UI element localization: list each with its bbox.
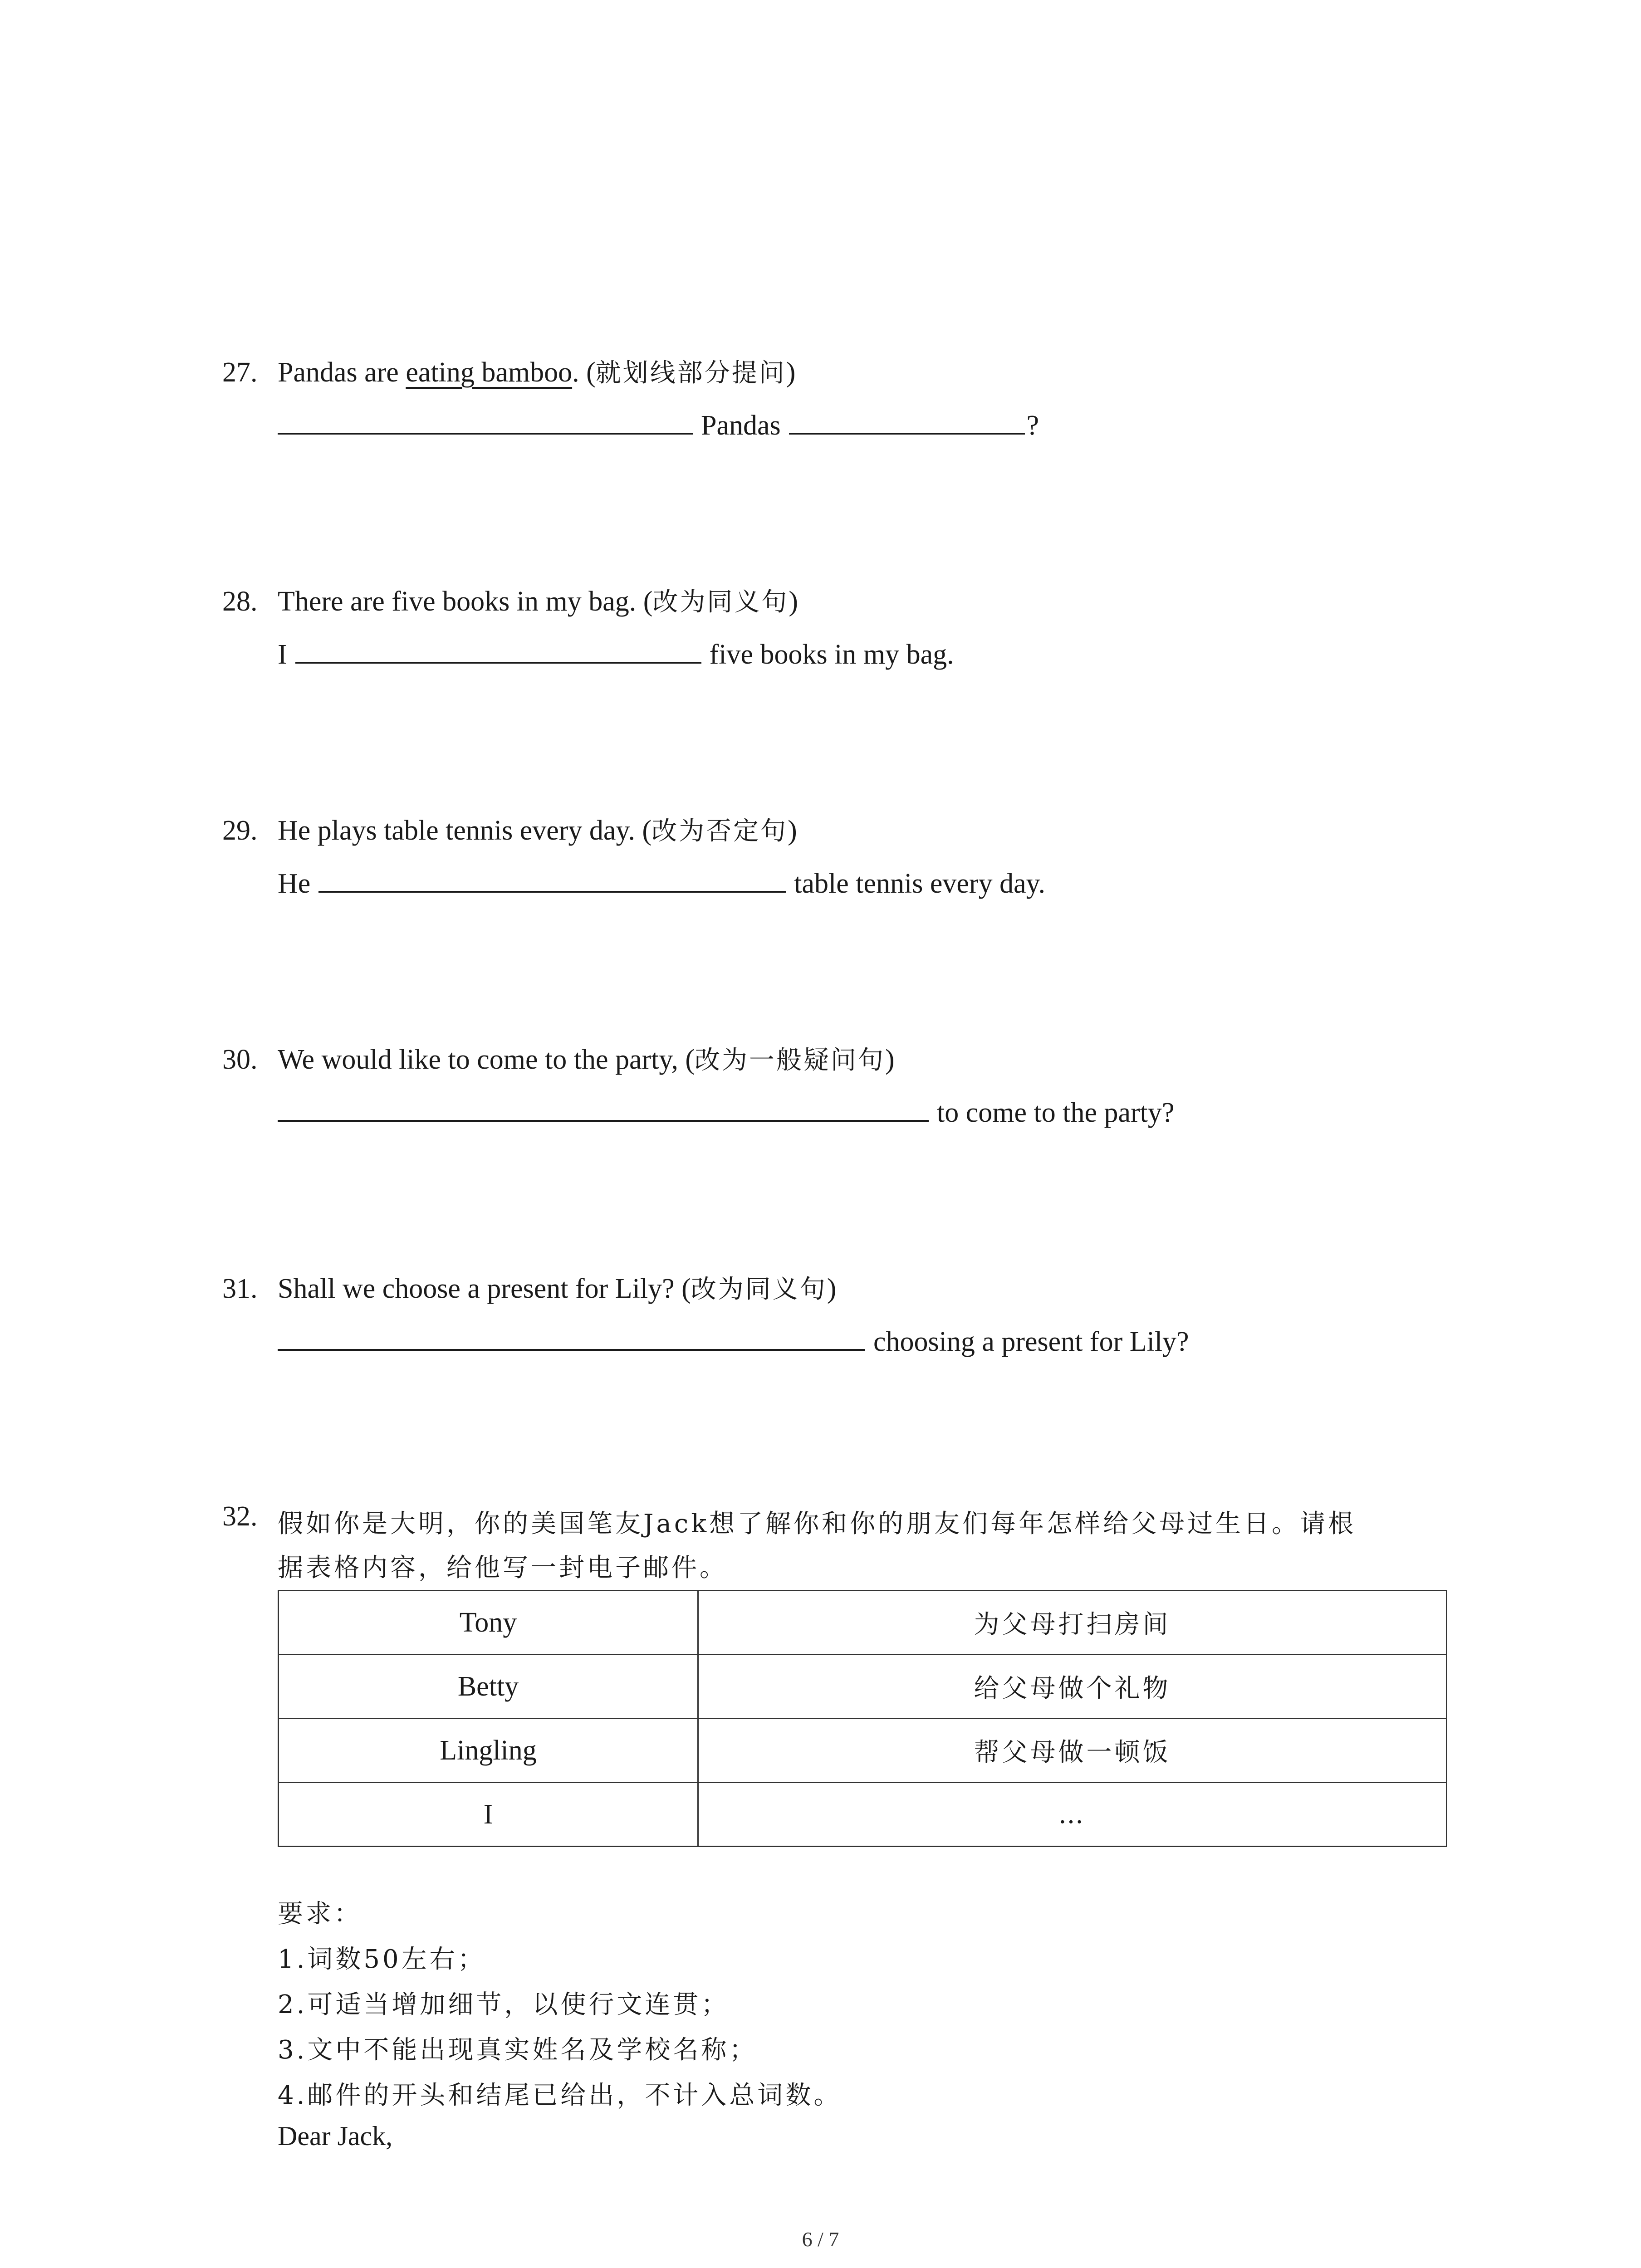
- answer-blank[interactable]: [278, 1096, 929, 1122]
- answer-line: He table tennis every day.: [278, 868, 1046, 899]
- question-prompt: He plays table tennis every day. (改为否定句): [278, 815, 797, 846]
- question-number: 27.: [222, 357, 258, 388]
- question-number: 31.: [222, 1273, 258, 1304]
- question-number: 28.: [222, 586, 258, 617]
- instruction: 改为同义句: [691, 1275, 827, 1304]
- answer-blank[interactable]: [295, 638, 701, 664]
- answer-blank[interactable]: [789, 409, 1025, 435]
- table-cell-name: Lingling: [279, 1719, 698, 1783]
- table-row: [279, 1719, 1447, 1783]
- requirement-item: 2.可适当增加细节，以使行文连贯；: [278, 1990, 730, 2019]
- answer-blank[interactable]: [278, 1325, 865, 1351]
- table-cell-action: …: [698, 1783, 1447, 1847]
- table-cell-action: 帮父母做一顿饭: [698, 1719, 1447, 1783]
- question-number: 32.: [222, 1501, 258, 1532]
- table-row: [279, 1783, 1447, 1847]
- instruction: 改为同义句: [652, 587, 789, 617]
- question-32-text-line-2: 据表格内容，给他写一封电子邮件。: [278, 1553, 728, 1583]
- answer-line: choosing a present for Lily?: [278, 1325, 1189, 1356]
- instruction: 就划线部分提问: [595, 358, 786, 388]
- table-cell-action: 为父母打扫房间: [698, 1591, 1447, 1655]
- question-32-text-line-1: 假如你是大明，你的美国笔友Jack想了解你和你的朋友们每年怎样给父母过生日。请根: [278, 1509, 1357, 1539]
- requirement-item: 4.邮件的开头和结尾已给出，不计入总词数。: [278, 2081, 842, 2110]
- table-cell-action: 给父母做个礼物: [698, 1655, 1447, 1719]
- table-row: [279, 1655, 1447, 1719]
- answer-line: to come to the party?: [278, 1096, 1174, 1127]
- requirement-item: 1.词数50左右；: [278, 1945, 486, 1974]
- table-cell-name: Tony: [279, 1591, 698, 1655]
- answer-line: Pandas ?: [278, 409, 1039, 440]
- question-prompt: We would like to come to the party, (改为一般疑问句): [278, 1044, 895, 1075]
- question-number: 30.: [222, 1044, 258, 1075]
- requirement-item: 3.文中不能出现真实姓名及学校名称；: [278, 2035, 758, 2065]
- answer-blank[interactable]: [278, 409, 693, 435]
- table-row: [279, 1591, 1447, 1655]
- question-number: 29.: [222, 815, 258, 846]
- answer-line: I five books in my bag.: [278, 639, 954, 670]
- instruction: 改为否定句: [652, 816, 788, 846]
- instruction: 改为一般疑问句: [695, 1046, 886, 1075]
- underlined-phrase: eating bamboo: [406, 357, 573, 388]
- page-number: 6 / 7: [802, 2228, 839, 2251]
- question-prompt: There are five books in my bag. (改为同义句): [278, 586, 798, 617]
- table-cell-name: I: [279, 1783, 698, 1847]
- question-prompt: Shall we choose a present for Lily? (改为同义句): [278, 1273, 837, 1304]
- table-cell-name: Betty: [279, 1655, 698, 1719]
- requirements-title: 要求：: [278, 1899, 362, 1929]
- question-prompt: Pandas are eating bamboo. (就划线部分提问): [278, 357, 796, 388]
- email-salutation: Dear Jack,: [278, 2121, 393, 2151]
- answer-blank[interactable]: [318, 867, 786, 893]
- birthday-plan-table: [278, 1590, 1447, 1847]
